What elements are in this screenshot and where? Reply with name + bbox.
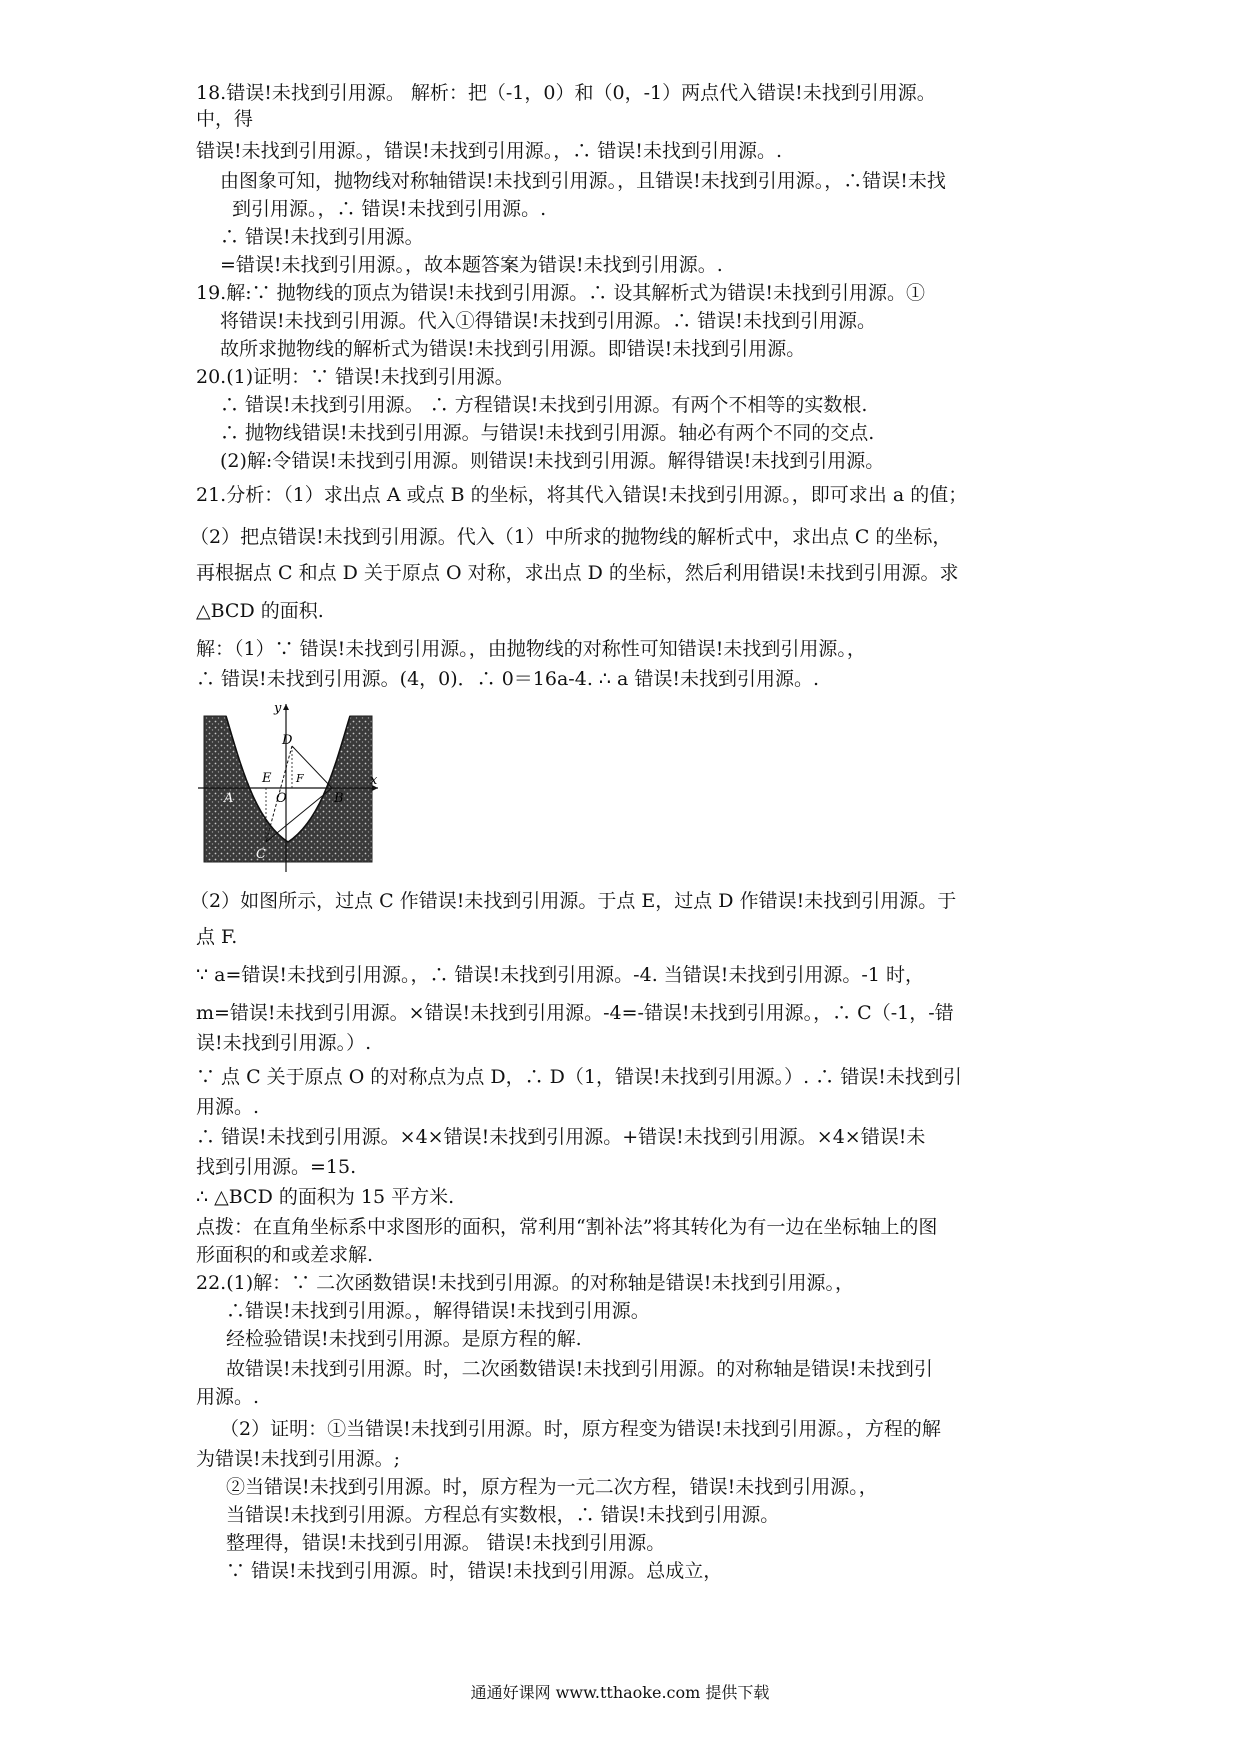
text-line: ∴ 错误!未找到引用源。 ∴ 方程错误!未找到引用源。有两个不相等的实数根. bbox=[220, 394, 868, 416]
text-line: ∵ a=错误!未找到引用源。，∴ 错误!未找到引用源。-4. 当错误!未找到引用源。-1 时， bbox=[196, 964, 924, 986]
page-footer: 通通好课网 www.tthaoke.com 提供下载 bbox=[470, 1683, 770, 1702]
text-line: 错误!未找到引用源。，错误!未找到引用源。，∴ 错误!未找到引用源。. bbox=[196, 140, 782, 162]
text-line: 找到引用源。=15. bbox=[196, 1156, 357, 1178]
text-line: ∴ 错误!未找到引用源。×4×错误!未找到引用源。+错误!未找到引用源。×4×错误!未 bbox=[196, 1126, 926, 1148]
text-line: 21.分析：（1）求出点 A 或点 B 的坐标，将其代入错误!未找到引用源。，即可求出 a 的值； bbox=[196, 484, 968, 506]
text-line: ②当错误!未找到引用源。时，原方程为一元二次方程，错误!未找到引用源。， bbox=[226, 1476, 878, 1498]
text-line: ∵ 点 C 关于原点 O 的对称点为点 D，∴ D（1，错误!未找到引用源。）. ∴ 错误!未找到引 bbox=[196, 1066, 962, 1088]
text-line: 19.解:∵ 抛物线的顶点为错误!未找到引用源。∴ 设其解析式为错误!未找到引用源。① bbox=[196, 282, 925, 304]
text-line: △BCD 的面积. bbox=[196, 600, 324, 622]
label-c: C bbox=[256, 847, 266, 862]
text-line: ∴错误!未找到引用源。，解得错误!未找到引用源。 bbox=[226, 1300, 650, 1322]
text-line: ∵ 错误!未找到引用源。时，错误!未找到引用源。总成立， bbox=[226, 1560, 723, 1582]
label-b: B bbox=[334, 791, 344, 806]
text-line: （2）如图所示，过点 C 作错误!未找到引用源。于点 E，过点 D 作错误!未找到引用源。于 bbox=[190, 890, 957, 912]
text-line: 20.(1)证明：∵ 错误!未找到引用源。 bbox=[196, 366, 514, 388]
text-line: 到引用源。，∴ 错误!未找到引用源。. bbox=[232, 198, 547, 220]
text-line: 22.(1)解：∵ 二次函数错误!未找到引用源。的对称轴是错误!未找到引用源。， bbox=[196, 1272, 854, 1294]
text-line: 整理得，错误!未找到引用源。 错误!未找到引用源。 bbox=[226, 1532, 666, 1554]
text-line: 误!未找到引用源。）. bbox=[196, 1032, 372, 1054]
label-o: O bbox=[276, 791, 287, 806]
text-line: 故所求抛物线的解析式为错误!未找到引用源。即错误!未找到引用源。 bbox=[220, 338, 806, 360]
text-line: 经检验错误!未找到引用源。是原方程的解. bbox=[226, 1328, 582, 1350]
label-y: y bbox=[274, 702, 282, 716]
label-d: D bbox=[282, 733, 293, 748]
text-line: 点拨：在直角坐标系中求图形的面积，常利用“割补法”将其转化为有一边在坐标轴上的图 bbox=[196, 1216, 938, 1238]
text-line: 用源。. bbox=[196, 1096, 260, 1118]
text-line: m=错误!未找到引用源。×错误!未找到引用源。-4=-错误!未找到引用源。，∴ C（-1，-错 bbox=[196, 1002, 954, 1024]
text-line: 点 F. bbox=[196, 926, 238, 948]
label-e: E bbox=[262, 771, 272, 786]
label-x: x bbox=[370, 773, 378, 788]
text-line: 由图象可知，抛物线对称轴错误!未找到引用源。，且错误!未找到引用源。，∴错误!未找 bbox=[220, 170, 946, 192]
text-line: 故错误!未找到引用源。时，二次函数错误!未找到引用源。的对称轴是错误!未找到引 bbox=[226, 1358, 933, 1380]
text-line: 形面积的和或差求解. bbox=[196, 1244, 374, 1266]
text-line: 当错误!未找到引用源。方程总有实数根，∴ 错误!未找到引用源。 bbox=[226, 1504, 780, 1526]
text-line: ∴ 抛物线错误!未找到引用源。与错误!未找到引用源。轴必有两个不同的交点. bbox=[220, 422, 875, 444]
text-line: （2）把点错误!未找到引用源。代入（1）中所求的抛物线的解析式中，求出点 C 的坐标， bbox=[190, 526, 952, 548]
text-line: 中，得 bbox=[196, 108, 254, 130]
text-line: 解：（1）∵ 错误!未找到引用源。，由抛物线的对称性可知错误!未找到引用源。， bbox=[196, 638, 866, 660]
text-line: （2）证明：①当错误!未找到引用源。时，原方程变为错误!未找到引用源。，方程的解 bbox=[220, 1418, 941, 1440]
text-line: 18.错误!未找到引用源。 解析：把（-1，0）和（0，-1）两点代入错误!未找到引用源。 bbox=[196, 82, 936, 104]
text-line: ∴ 错误!未找到引用源。 bbox=[220, 226, 424, 248]
text-line: 再根据点 C 和点 D 关于原点 O 对称，求出点 D 的坐标，然后利用错误!未找到引用源。求 bbox=[196, 562, 959, 584]
text-line: =错误!未找到引用源。，故本题答案为错误!未找到引用源。. bbox=[220, 254, 723, 276]
text-line: ∴ △BCD 的面积为 15 平方米. bbox=[196, 1186, 455, 1208]
text-line: ∴ 错误!未找到引用源。(4，0)．∴ 0＝16a-4. ∴ a 错误!未找到引用源。. bbox=[196, 668, 820, 690]
text-line: (2)解:令错误!未找到引用源。则错误!未找到引用源。解得错误!未找到引用源。 bbox=[220, 450, 885, 472]
label-a: A bbox=[224, 791, 234, 806]
text-line: 为错误!未找到引用源。; bbox=[196, 1448, 401, 1470]
text-line: 用源。. bbox=[196, 1386, 260, 1408]
text-line: 将错误!未找到引用源。代入①得错误!未找到引用源。∴ 错误!未找到引用源。 bbox=[220, 310, 876, 332]
label-f: F bbox=[296, 772, 304, 785]
parabola-figure bbox=[196, 702, 382, 876]
